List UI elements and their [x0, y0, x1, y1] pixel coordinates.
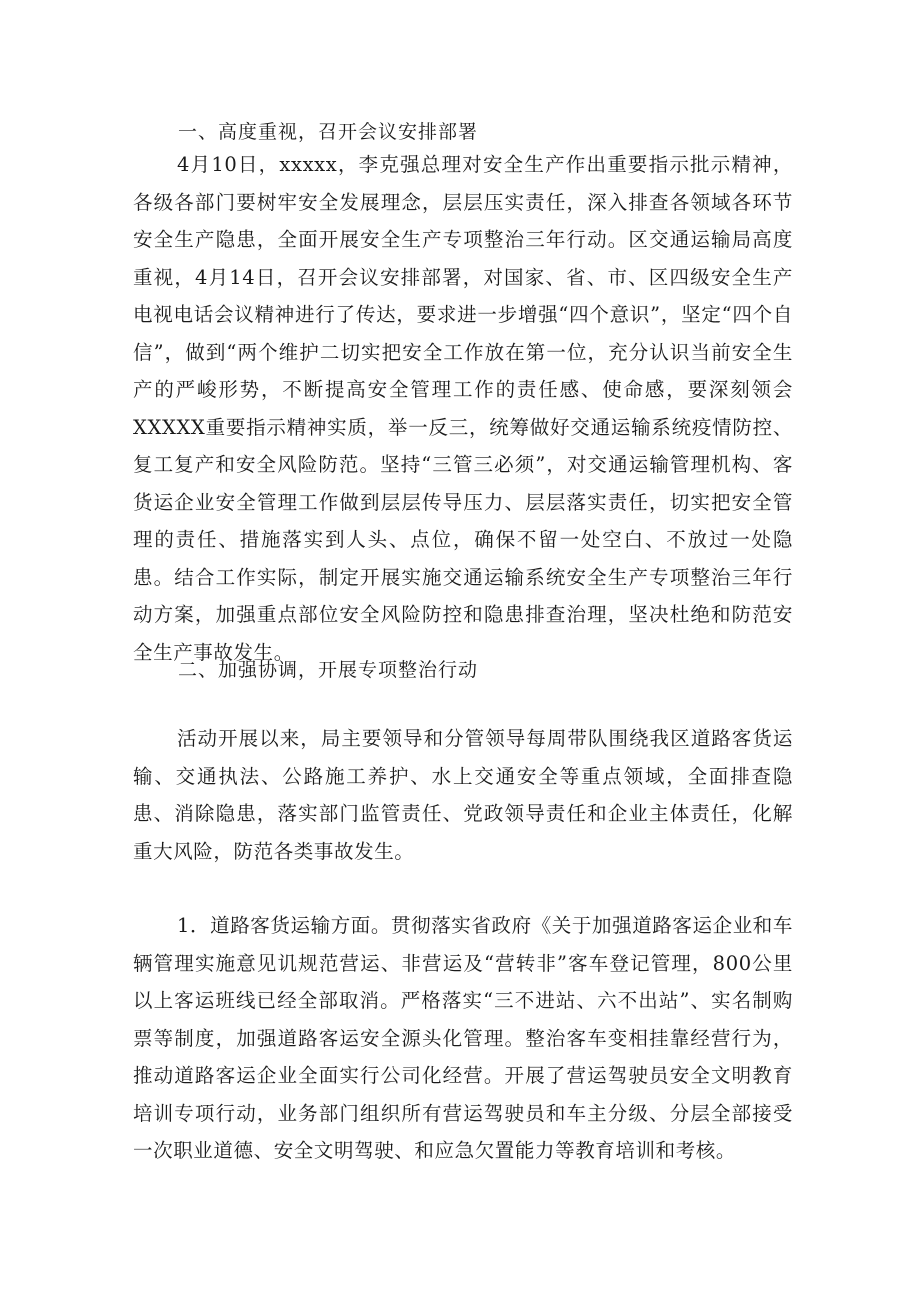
section-heading-2: 二、加强协调，开展专项整治行动 — [178, 659, 479, 681]
section-paragraph-2: 活动开展以来，局主要领导和分管领导每周带队围绕我区道路客货运输、交通执法、公路施工养护、水上交通安全等重点领域，全面排查隐患、消除隐患，落实部门监管责任、党政领导责任和企业主体责任，化解重大风险，防范各类事故发生。 — [133, 727, 793, 863]
section-item-paragraph-1: 1．道路客货运输方面。贯彻落实省政府《关于加强道路客运企业和车辆管理实施意见讥规范营运、非营运及“营转非”客车登记管理，800公里以上客运班线已经全部取消。严格落实“三不进站、六不出站”、实名制购票等制度，加强道路客运安全源头化管理。整治客车变相挂靠经营行为，推动道路客运企业全面实行公司化经营。开展了营运驾驶员安全文明教育培训专项行动，业务部门组织所有营运驾驶员和车主分级、分层全部接受一次职业道德、安全文明驾驶、和应急欠置能力等教育培训和考核。 — [133, 914, 794, 1162]
section-paragraph-1: 4月10日，xxxxx，李克强总理对安全生产作出重要指示批示精神，各级各部门要树牢安全发展理念，层层压实责任，深入排查各领域各环节安全生产隐患，全面开展安全生产专项整治三年行动。区交通运输局高度重视，4月14日，召开会议安排部署，对国家、省、市、区四级安全生产电视电话会议精神进行了传达，要求进一步增强“四个意识”，坚定“四个自信”，做到“两个维护二切实把安全工作放在第一位，充分认识当前安全生产的严峻形势，不断提高安全管理工作的责任感、使命感，要深刻领会XXXXX重要指示精神实质，举一反三，统筹做好交通运输系统疫情防控、复工复产和安全风险防范。坚持“三管三必须”，对交通运输管理机构、客货运企业安全管理工作做到层层传导压力、层层落实责任，切实把安全管理的责任、措施落实到人头、点位，确保不留一处空白、不放过一处隐患。结合工作实际，制定开展实施交通运输系统安全生产专项整治三年行动方案，加强重点部位安全风险防控和隐患排查治理，坚决杜绝和防范安全生产事故发生。 — [133, 153, 793, 664]
section-heading-1: 一、高度重视，召开会议安排部署 — [178, 121, 479, 143]
